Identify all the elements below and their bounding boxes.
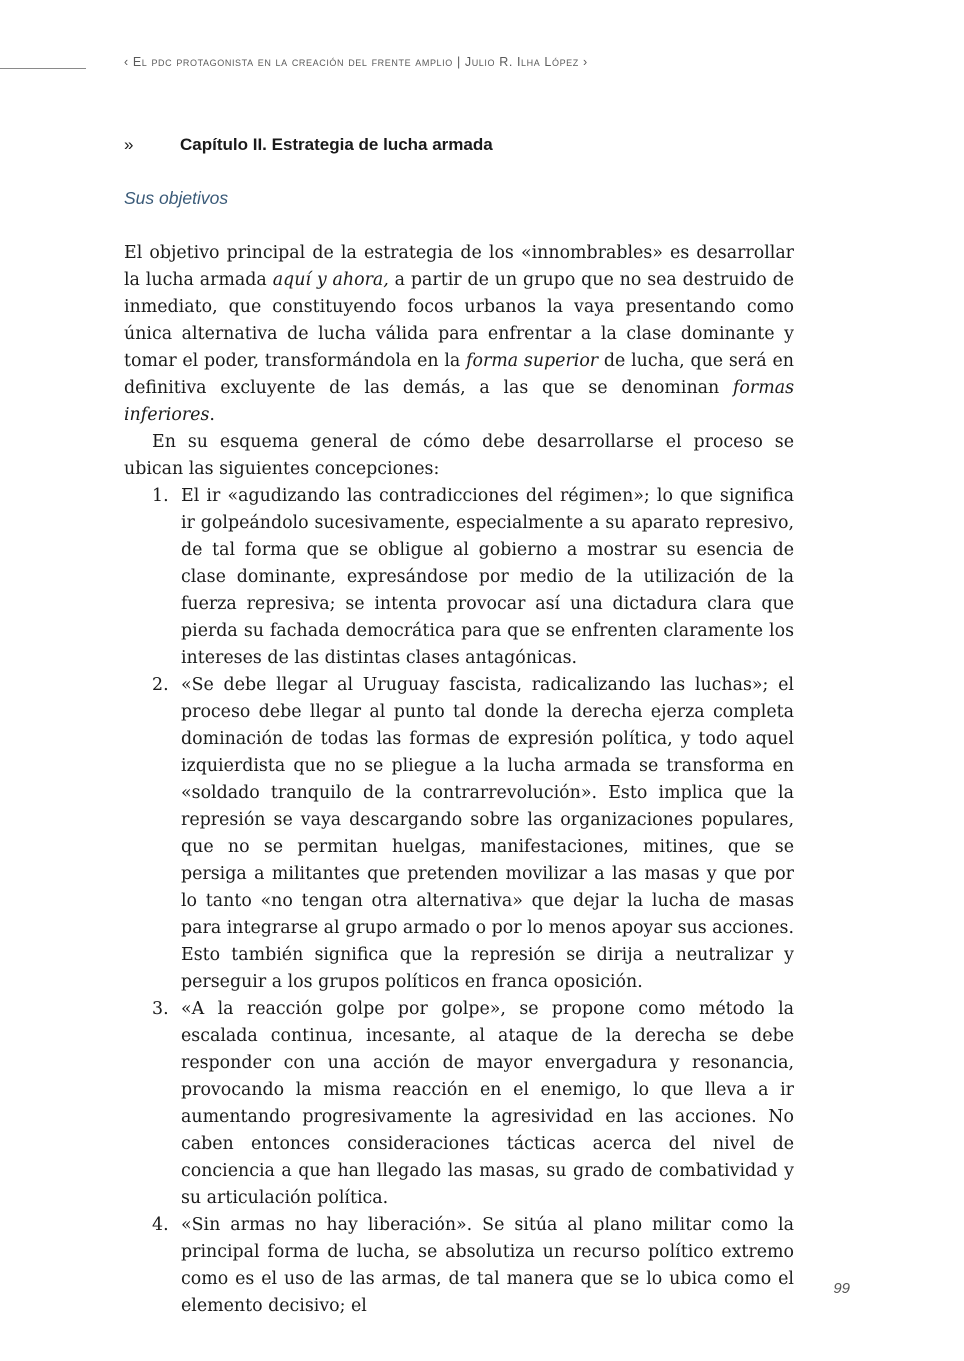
list-item <box>124 1212 794 1320</box>
numbered-list <box>124 483 794 1320</box>
list-item <box>124 483 794 672</box>
list-item-text: El ir «agudizando las contradicciones del régimen»; lo que significa ir golpeándolo sucesivamente, especialmente a su aparato represivo, de tal forma que se obligue al gobierno a mostrar su esencia de clase dominante, expresándose por medio de la utilización de la fuerza represiva; se intenta provocar así una dictadura clara que pierda su fachada democrática para que se enfrenten claramente los intereses de las distintas clases antagónicas. <box>181 486 794 668</box>
list-item-text: «A la reacción golpe por golpe», se propone como método la escalada continua, incesante, al ataque de la derecha se debe responder con una acción de mayor envergadura y resonancia, provocando la misma reacción en el enemigo, lo que lleva a ir aumentando progresivamente la agresividad en las acciones. No caben entonces consideraciones tácticas acerca del nivel de conciencia a que han llegado las masas, su grado de combatividad y su articulación política. <box>181 999 794 1208</box>
page-number: 99 <box>833 1280 850 1297</box>
list-item-text: «Sin armas no hay liberación». Se sitúa al plano militar como la principal forma de lucha, se absolutiza un recurso político extremo como es el uso de las armas, de tal manera que se lo ubica como el elemento decisivo; el <box>181 1215 794 1316</box>
chapter-heading <box>124 135 804 155</box>
emphasis-text: forma superior <box>466 351 599 371</box>
list-number: 4. <box>152 1215 169 1235</box>
paragraph-text: . <box>209 405 215 425</box>
chapter-marker: » <box>124 135 134 154</box>
section-subtitle: Sus objetivos <box>124 188 229 208</box>
emphasis-text: formas inferiores <box>124 378 794 425</box>
header-rule <box>0 68 86 69</box>
chapter-title: Capítulo II. Estrategia de lucha armada <box>180 135 493 154</box>
list-number: 1. <box>152 486 169 506</box>
list-item <box>124 996 794 1212</box>
paragraph-text: a partir de un grupo que no sea destruido de inmediato, que constituyendo focos urbanos la vaya presentando como única alternativa de lucha válida para enfrentar a la clase dominante y tomar el poder, transformándola en la <box>124 270 794 371</box>
paragraph-text: de lucha, que será en definitiva excluyente de las demás, a las que se denominan <box>124 351 794 398</box>
list-item <box>124 672 794 996</box>
list-number: 2. <box>152 675 169 695</box>
emphasis-text: aquí y ahora, <box>272 270 389 290</box>
list-number: 3. <box>152 999 169 1019</box>
paragraph-text: El objetivo principal de la estrategia de los «innombrables» es desarrollar la lucha armada <box>124 243 794 290</box>
paragraph <box>124 240 794 429</box>
running-header: ‹ El pdc protagonista en la creación del frente amplio | Julio R. Ilha López › <box>124 55 588 69</box>
body-text <box>124 240 794 483</box>
list-item-text: «Se debe llegar al Uruguay fascista, radicalizando las luchas»; el proceso debe llegar al punto tal donde la derecha ejerza completa dominación de todas las formas de expresión política, y todo aquel izquierdista que no se pliegue a la lucha armada se transforma en «soldado tranquilo de la contrarrevolución». Esto implica que la represión se vaya descargando sobre las organizaciones populares, que no se permitan huelgas, manifestaciones, mitines, que se persiga a militantes que pretenden movilizar a las masas y que por lo tanto «no tengan otra alternativa» que dejar la lucha de masas para integrarse al grupo armado o por lo menos apoyar sus acciones. Esto también significa que la represión se dirija a neutralizar y perseguir a los grupos políticos en franca oposición. <box>181 675 794 992</box>
paragraph: En su esquema general de cómo debe desarrollarse el proceso se ubican las siguientes concepciones: <box>124 432 794 479</box>
